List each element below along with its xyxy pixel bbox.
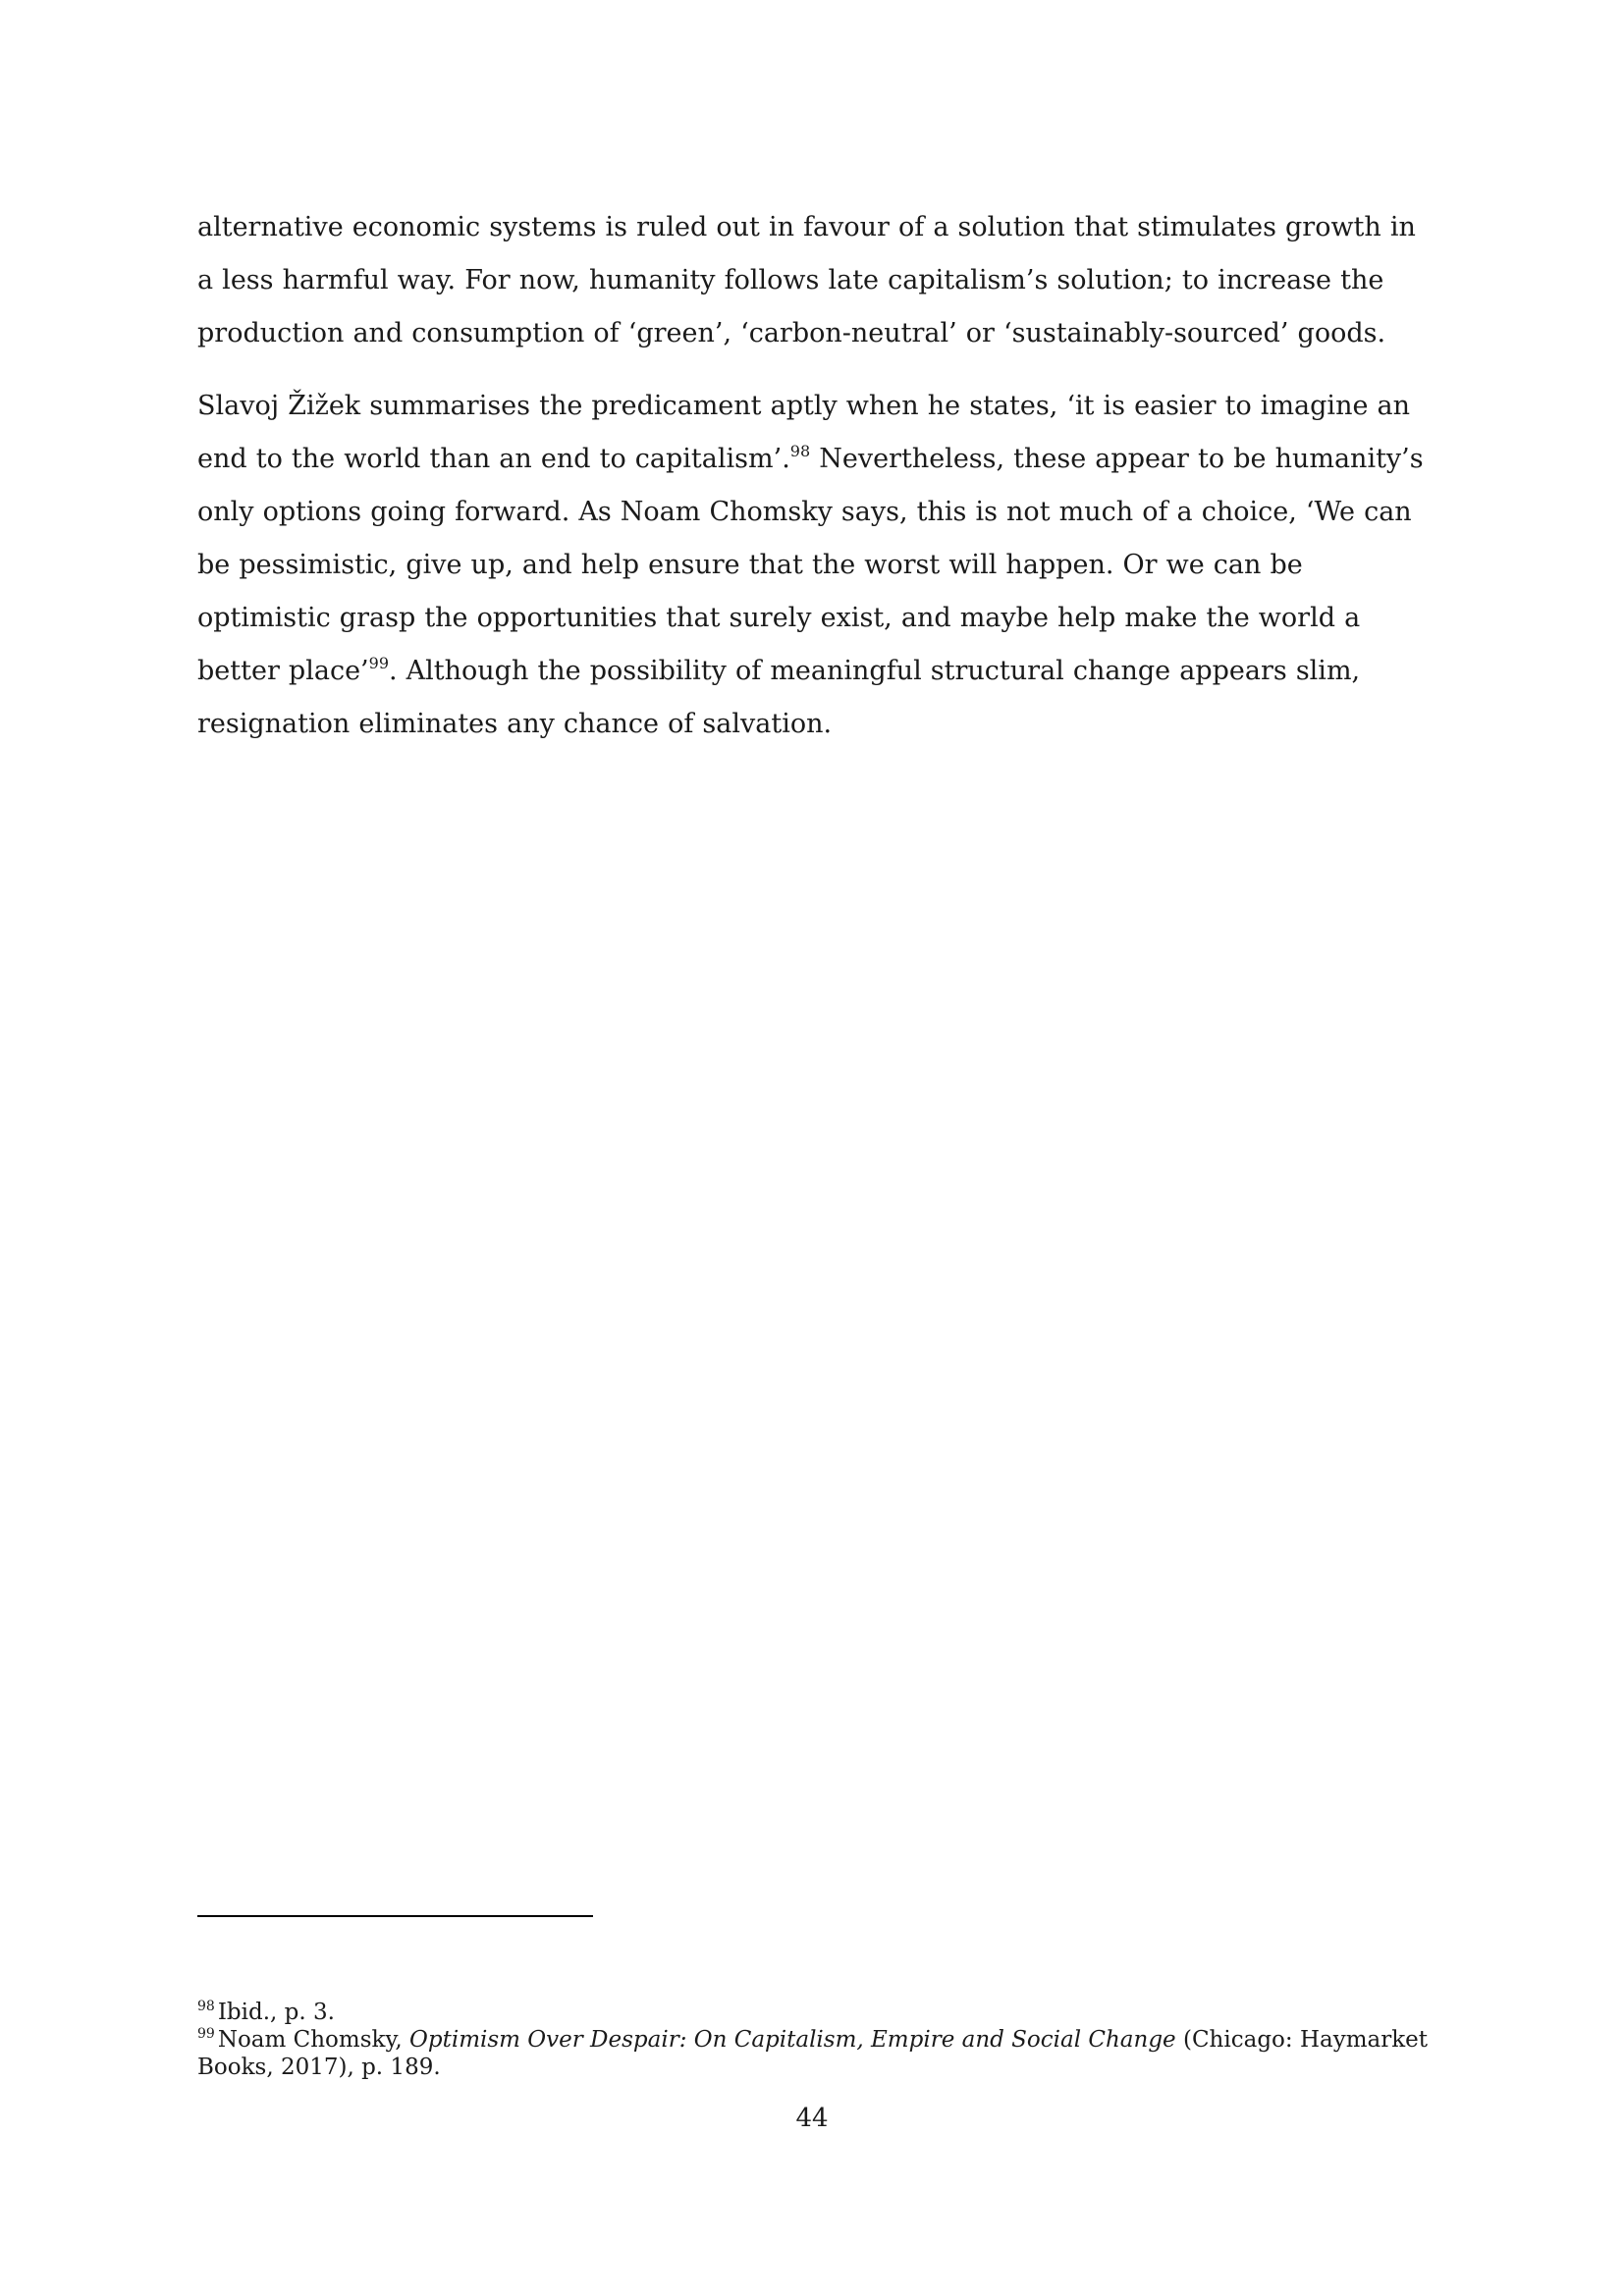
footnote-99 — [197, 2026, 1439, 2081]
footnote-98-text: Ibid., p. 3. — [217, 2000, 335, 2025]
paragraph-1-text: alternative economic systems is ruled out in favour of a solution that stimulates growth in a less harmful way. For now, humanity follows late capitalism’s solution; to increase the production and consumption of ‘green’, ‘carbon-neutral’ or ‘sustainably-sourced’ goods. — [197, 212, 1416, 348]
footnote-ref-98[interactable]: 98 — [789, 442, 811, 460]
paragraph-2-text-middle: Nevertheless, these appear to be humanity’s only options going forward. As Noam Chomsky says, this is not much of a choice, ‘We can be pessimistic, give up, and help ensure that the worst will happen. Or we can be optimistic grasp the opportunities that surely exist, and maybe help make the world a better place’ — [197, 444, 1424, 686]
footnote-99-author: Noam Chomsky, — [217, 2027, 410, 2053]
paragraph-2 — [197, 380, 1439, 751]
footnote-99-title: Optimism Over Despair: On Capitalism, Empire and Social Change — [409, 2027, 1176, 2053]
footnote-98 — [197, 1999, 1439, 2026]
footnotes — [197, 1999, 1439, 2081]
body-text — [197, 201, 1439, 751]
paragraph-2-text-end: . Although the possibility of meaningful structural change appears slim, resignation eliminates any chance of salvation. — [197, 656, 1361, 739]
footnote-99-details: (Chicago: Haymarket Books, 2017), p. 189. — [197, 2027, 1429, 2080]
paragraph-2-text-start: Slavoj Žižek summarises the predicament aptly when he states, ‘it is easier to imagine an end to the world than an end to capitalism’. — [197, 391, 1410, 474]
footnote-ref-99[interactable]: 99 — [368, 654, 389, 672]
page-number: 44 — [795, 2104, 829, 2133]
footnote-99-number: 99 — [197, 2026, 215, 2042]
footnote-98-number: 98 — [197, 1999, 215, 2014]
footnote-separator — [197, 1915, 593, 1917]
paragraph-1 — [197, 201, 1439, 360]
